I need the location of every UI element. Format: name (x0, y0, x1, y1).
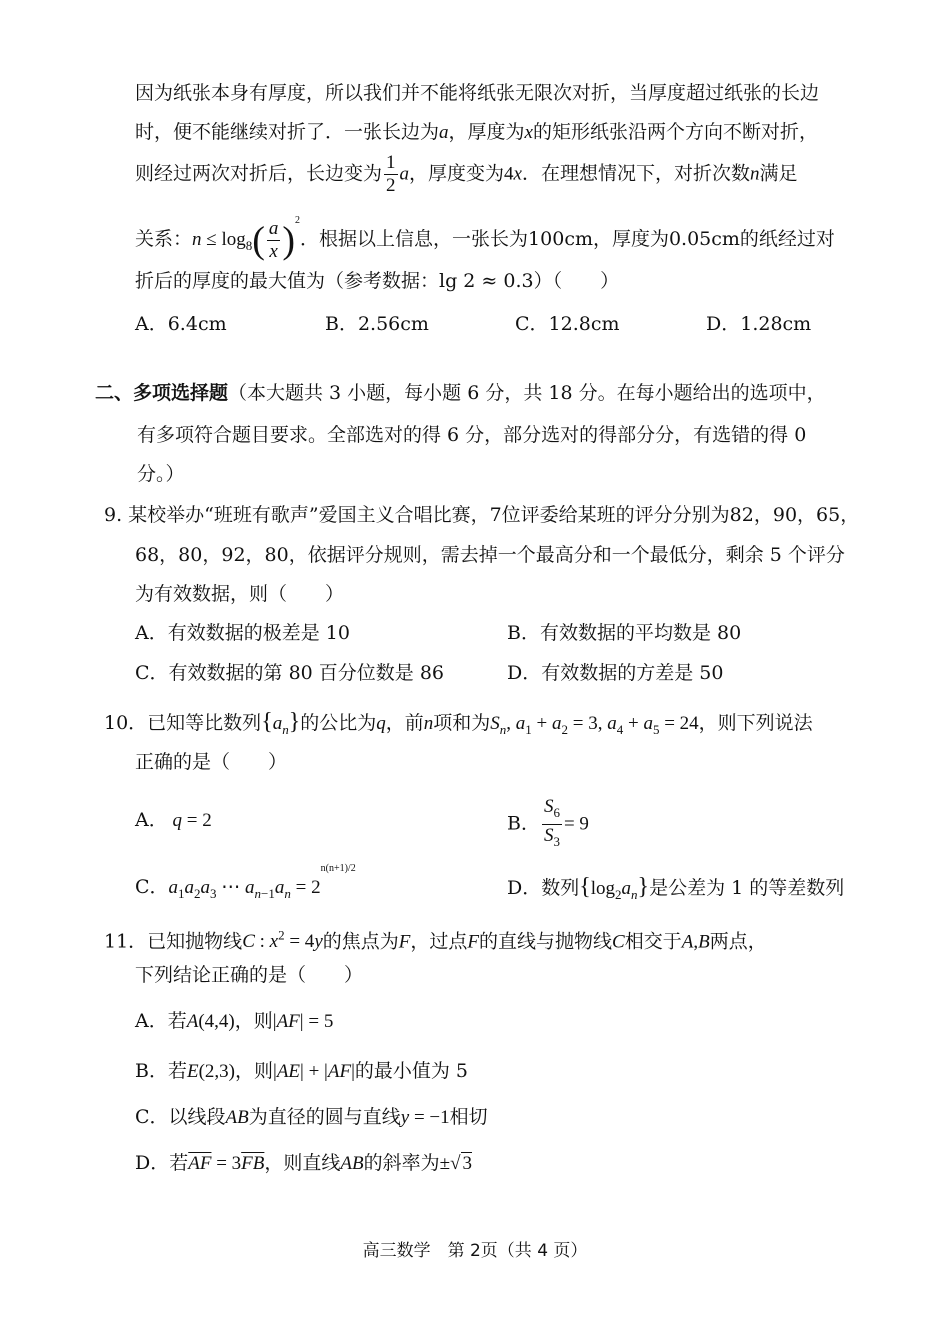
section2-desc2: 有多项符合题目要求。全部选对的得 6 分，部分选对的得部分分，有选错的得 0 (137, 424, 807, 446)
math-C: C (612, 931, 625, 953)
q8-line2-text-a: 时，便不能继续对折了．一张长边为 (135, 121, 440, 143)
math-parabola: C : $x^2 = 4y$ (242, 928, 323, 953)
math-AE-plus-AF: |AE| + |AF| (273, 1061, 355, 1082)
q8-line4-text-a: 关系： (135, 227, 193, 250)
q8-line2-text-c: 的矩形纸张沿两个方向不断对折， (532, 121, 818, 143)
q11-option-d (135, 1149, 472, 1178)
q9-line2: 68，80，92，80，依据评分规则，需去掉一个最高分和一个最低分，剩余 5 个评分 (135, 544, 845, 566)
math-y-eq-neg1: y = −1 (400, 1107, 450, 1128)
q10-line1-text-c: ，前 (385, 712, 424, 734)
q9-option-a: A．有效数据的极差是 10 (135, 622, 350, 644)
q10-option-d-text-a: D．数列 (507, 877, 580, 899)
q8-line3-text-b: ，厚度变为 (409, 162, 505, 185)
q11-line1-text-d: 的直线与抛物线 (479, 930, 613, 953)
q11-option-a-text-a: A．若 (135, 1010, 187, 1032)
q11-line1-text-a: 11．已知抛物线 (104, 930, 243, 953)
q10-option-b (507, 796, 589, 853)
math-AB: AB (340, 1153, 364, 1174)
math-pm-sqrt3: ±√ 3 (439, 1153, 472, 1174)
q9-line3: 为有效数据，则（ ） (135, 583, 345, 605)
math-AF-eq-5: |AF| = 5 (272, 1011, 334, 1032)
math-n: n (749, 163, 760, 185)
q11-option-d-text-b: ，则直线 (264, 1152, 341, 1174)
q9-option-d: D．有效数据的方差是 50 (507, 662, 724, 684)
q8-line2-text-b: ，厚度为 (448, 121, 525, 143)
q8-option-b: B．2.56cm (325, 313, 429, 335)
q10-option-a (135, 806, 212, 835)
q8-line5: 折后的厚度的最大值为（参考数据：lg 2 ≈ 0.3）（ ） (135, 270, 620, 292)
q8-option-c: C．12.8cm (515, 313, 620, 335)
q10-line2: 正确的是（ ） (135, 751, 288, 773)
fraction-half: $\frac{1}{2}$ (386, 152, 396, 196)
page-footer: 高三数学 第 2页（共 4 页） (362, 1241, 588, 1261)
q8-line1: 因为纸张本身有厚度，所以我们并不能将纸张无限次对折，当厚度超过纸张的长边 (135, 82, 820, 104)
q11-option-b-text-a: B．若 (135, 1060, 187, 1082)
section2-title: 二、多项选择题 (95, 382, 229, 404)
q10-line1 (104, 708, 813, 744)
q8-line4-text-b: ．根据以上信息，一张长为100cm，厚度为0.05cm的纸经过对 (300, 227, 835, 250)
math-point-E: E(2,3) (186, 1061, 235, 1082)
math-AB: AB (225, 1107, 249, 1128)
q11-option-c-text-c: 相切 (449, 1106, 488, 1128)
math-point-A: A(4,4) (186, 1011, 235, 1032)
q11-option-d-text-a: D．若 (135, 1152, 189, 1174)
q8-line3-text-a: 则经过两次对折后，长边变为 (135, 162, 383, 185)
q10-line1-text-a: 10．已知等比数列 (104, 712, 262, 734)
q10-line1-text-b: 的公比为 (300, 712, 377, 734)
q11-line1: 11．已知抛物线C : $x^2 = 4y$的焦点为F，过点F的直线与抛物线C相交于A,B两点， (104, 928, 767, 953)
math-condition: $S_n$, $a_1 + a_2 = 3$, $a_4 + a_5 = 24$ (490, 713, 699, 737)
q10-option-c-label: C． (135, 876, 169, 898)
math-a: a (439, 122, 449, 143)
formula-log: $n \le \log_8$( $\frac{a}{x}$ )$^2$ (192, 214, 301, 262)
math-A-B: A (681, 931, 694, 953)
q8-line3-text-c: ．在理想情况下，对折次数 (521, 162, 750, 185)
q11-line1-text-e: 相交于 (624, 930, 682, 953)
math-eq-9: = 9 (563, 813, 589, 835)
section2-desc3: 分。） (137, 463, 185, 485)
q11-option-a (135, 1007, 333, 1036)
q10-option-c (135, 863, 356, 908)
q11-option-b-text-c: 的最小值为 5 (354, 1060, 469, 1082)
math-sequence-an: $\{a_n\}$ (261, 709, 301, 737)
math-log-sequence: $\{\log_2a_n\}$ (579, 874, 650, 902)
math-product: $a_1a_2a_3$ ⋯ $a_{n-1}a_n = 2^{n(n+1)/2}$ (168, 863, 356, 901)
q10-line1-text-e: ，则下列说法 (698, 712, 813, 734)
math-F: F (467, 931, 479, 953)
math-4x: 4x (504, 163, 522, 185)
math-F: F (398, 931, 411, 953)
math-vector-eq: $\overline{AF} = 3\overline{FB}$ (188, 1153, 265, 1174)
math-n: n (423, 713, 434, 734)
q10-option-d (507, 873, 844, 909)
q11-line1-text-f: 两点， (709, 930, 767, 953)
q11-line2: 下列结论正确的是（ ） (135, 964, 364, 986)
q9-option-c: C．有效数据的第 80 百分位数是 86 (135, 662, 445, 684)
math-q: q (376, 713, 386, 734)
q11-option-c-text-b: 为直径的圆与直线 (248, 1106, 401, 1128)
math-q-eq-2: q = 2 (172, 810, 212, 831)
q11-option-c (135, 1103, 488, 1132)
q8-line2 (135, 118, 818, 147)
q10-option-a-label: A． (135, 809, 168, 831)
q11-option-b (135, 1057, 468, 1086)
q10-option-d-text-b: 是公差为 1 的等差数列 (649, 877, 845, 899)
q8-option-d: D．1.28cm (706, 313, 812, 335)
section2-desc1: （本大题共 3 小题，每小题 6 分，共 18 分。在每小题给出的选项中， (228, 382, 826, 404)
section2-heading (95, 379, 826, 407)
fraction-s6-s3: $\frac{S_6}{S_3}$ (543, 796, 560, 849)
q9-option-b: B．有效数据的平均数是 80 (507, 622, 742, 644)
q8-line4 (135, 214, 835, 263)
q11-option-a-text-b: ，则 (234, 1010, 273, 1032)
q8-option-a: A．6.4cm (135, 313, 227, 335)
q11-line1-text-c: ，过点 (410, 930, 468, 953)
q8-line3-text-d: 满足 (759, 162, 798, 185)
q10-option-b-label: B． (507, 812, 540, 835)
math-x: x (524, 122, 533, 143)
q9-line1: 9. 某校举办“班班有歌声”爱国主义合唱比赛，7位评委给某班的评分分别为82，90，65， (104, 504, 860, 526)
math-a: a (399, 163, 410, 185)
q11-option-c-text-a: C．以线段 (135, 1106, 226, 1128)
q11-option-d-text-c: 的斜率为 (363, 1152, 440, 1174)
q11-line1-text-b: 的焦点为 (322, 930, 399, 953)
q8-line3 (135, 152, 798, 197)
q10-line1-text-d: 项和为 (433, 712, 491, 734)
q11-option-b-text-b: ，则 (234, 1060, 273, 1082)
